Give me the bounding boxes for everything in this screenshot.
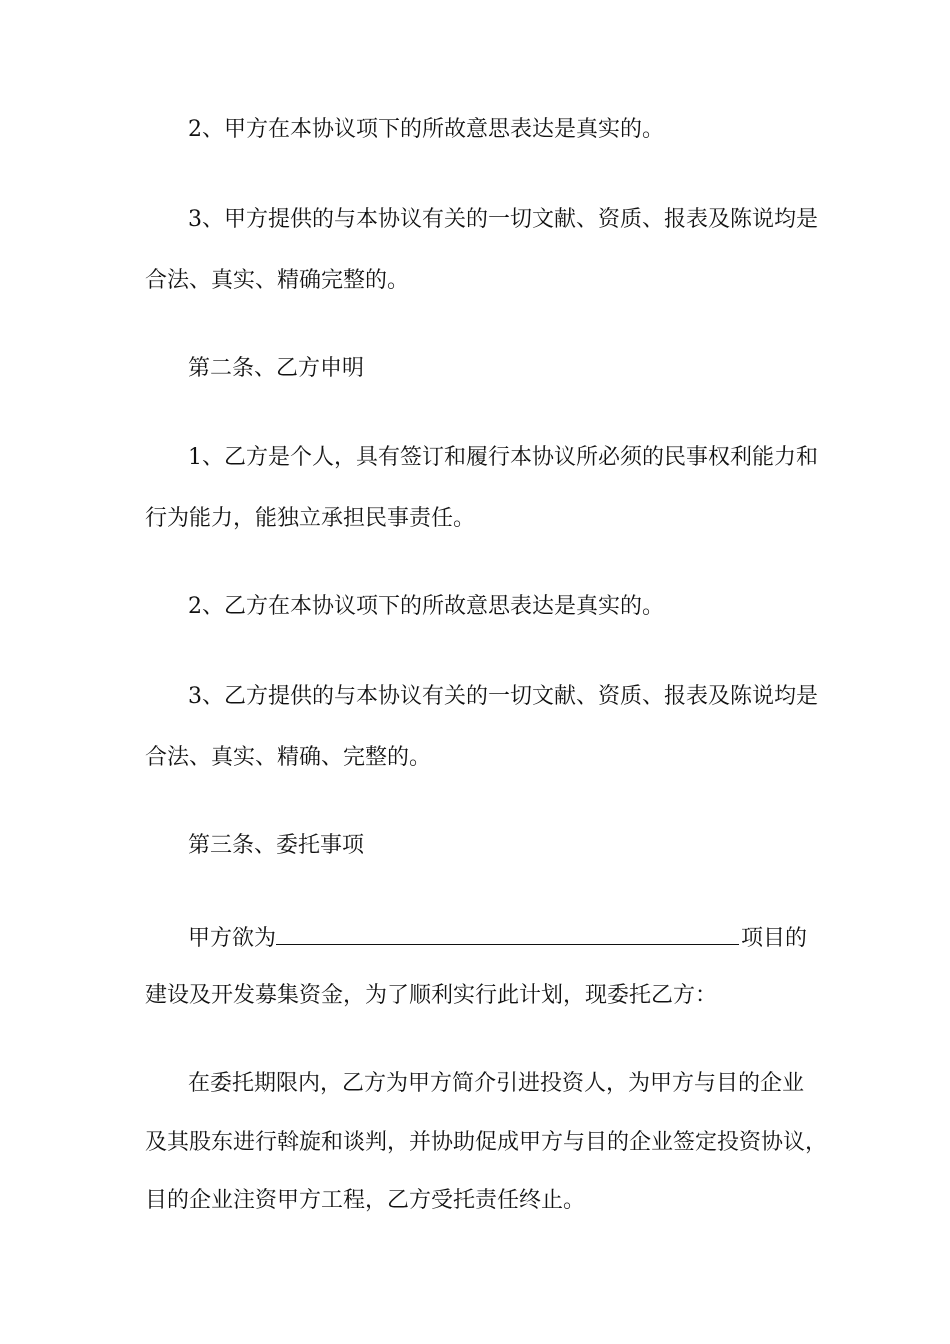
clause-party-a-3-line-2: 合法、真实、精确完整的。 [145,268,410,293]
commission-scope-line-3: 目的企业注资甲方工程，乙方受托责任终止。 [145,1188,586,1213]
clause-party-b-3-line-2: 合法、真实、精确、完整的。 [145,745,432,770]
commission-trail-text: 项目的 [741,926,808,951]
commission-scope-line-2: 及其股东进行斡旋和谈判，并协助促成甲方与目的企业签定投资协议， [145,1130,828,1155]
commission-line-2: 建设及开发募集资金，为了顺利实行此计划，现委托乙方： [145,983,718,1008]
commission-scope-line-1: 在委托期限内，乙方为甲方简介引进投资人，为甲方与目的企业 [188,1071,805,1096]
clause-party-a-3-line-1: 3、甲方提供的与本协议有关的一切文献、资质、报表及陈说均是 [188,207,818,232]
clause-party-b-1-line-1: 1、乙方是个人，具有签订和履行本协议所必须的民事权利能力和 [188,445,818,470]
clause-party-b-3-line-1: 3、乙方提供的与本协议有关的一切文献、资质、报表及陈说均是 [188,684,818,709]
clause-party-a-2: 2、甲方在本协议项下的所故意思表达是真实的。 [188,117,664,142]
clause-party-b-2: 2、乙方在本协议项下的所故意思表达是真实的。 [188,594,664,619]
clause-party-b-1-line-2: 行为能力，能独立承担民事责任。 [145,506,476,531]
article-3-heading: 第三条、委托事项 [188,833,365,858]
article-2-heading: 第二条、乙方申明 [188,356,365,381]
commission-lead-text: 甲方欲为 [188,926,277,951]
commission-line-1 [188,920,807,954]
project-name-blank [276,920,739,945]
